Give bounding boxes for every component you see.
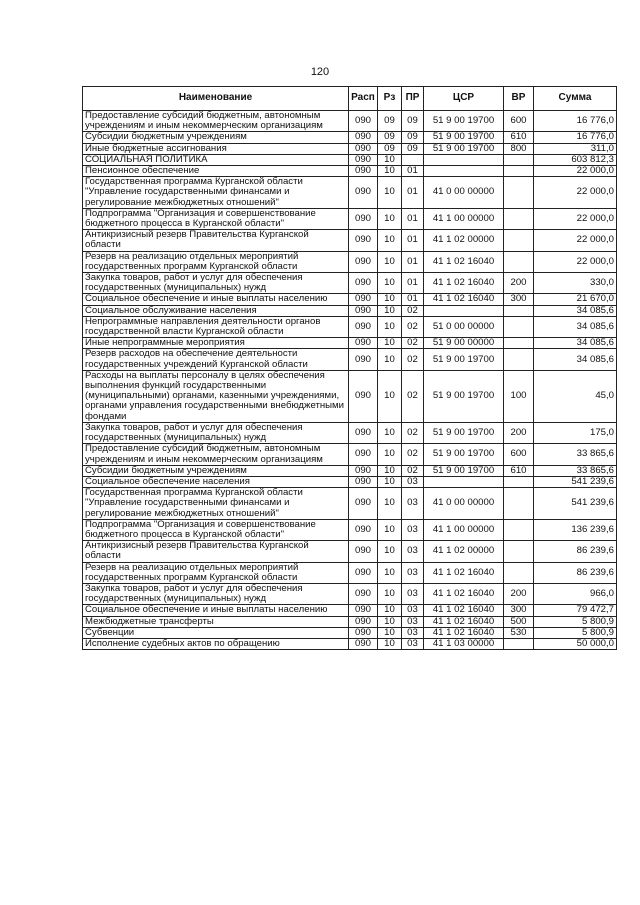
cell-rasp: 090 <box>349 294 378 305</box>
cell-name: Антикризисный резерв Правительства Курганской области <box>83 230 349 251</box>
cell-name: Иные бюджетные ассигнования <box>83 143 349 154</box>
cell-name: Предоставление субсидий бюджетным, автономным учреждениям и иным некоммерческим организациям <box>83 444 349 465</box>
cell-vr <box>504 638 534 649</box>
cell-rasp: 090 <box>349 111 378 132</box>
table-row <box>83 562 617 583</box>
cell-rasp: 090 <box>349 273 378 294</box>
cell-pr: 03 <box>402 519 424 540</box>
cell-sum: 541 239,6 <box>534 488 617 520</box>
table-row <box>83 605 617 616</box>
table-row <box>83 177 617 209</box>
cell-csr: 51 9 00 19700 <box>424 444 504 465</box>
cell-vr: 800 <box>504 143 534 154</box>
cell-name: Закупка товаров, работ и услуг для обеспечения государственных (муниципальных) нужд <box>83 422 349 443</box>
table-body <box>83 111 617 650</box>
cell-pr: 03 <box>402 583 424 604</box>
cell-csr: 41 1 02 16040 <box>424 583 504 604</box>
cell-name: Иные непрограммные мероприятия <box>83 338 349 349</box>
page-number: 120 <box>310 66 330 78</box>
table-row <box>83 338 617 349</box>
cell-pr: 02 <box>402 370 424 422</box>
cell-rasp: 090 <box>349 230 378 251</box>
table-row <box>83 488 617 520</box>
cell-rz: 10 <box>378 616 402 627</box>
cell-rasp: 090 <box>349 177 378 209</box>
cell-rz: 10 <box>378 370 402 422</box>
cell-csr: 41 1 00 00000 <box>424 519 504 540</box>
cell-rasp: 090 <box>349 465 378 476</box>
cell-rz: 10 <box>378 177 402 209</box>
cell-sum: 34 085,6 <box>534 316 617 337</box>
cell-rasp: 090 <box>349 208 378 229</box>
cell-rasp: 090 <box>349 132 378 143</box>
cell-rasp: 090 <box>349 251 378 272</box>
cell-vr: 200 <box>504 273 534 294</box>
cell-vr <box>504 541 534 562</box>
cell-name: Предоставление субсидий бюджетным, автономным учреждениям и иным некоммерческим организациям <box>83 111 349 132</box>
cell-vr <box>504 488 534 520</box>
cell-csr: 41 1 02 16040 <box>424 562 504 583</box>
cell-rz: 10 <box>378 154 402 165</box>
table-row <box>83 294 617 305</box>
cell-csr <box>424 166 504 177</box>
cell-name: Подпрограмма "Организация и совершенствование бюджетного процесса в Курганской области" <box>83 208 349 229</box>
table-row <box>83 166 617 177</box>
cell-name: Государственная программа Курганской области "Управление государственными финансами и регулирование межбюджетных отношений" <box>83 488 349 520</box>
cell-rasp: 090 <box>349 476 378 487</box>
header-vr: ВР <box>504 87 534 111</box>
cell-name: Пенсионное обеспечение <box>83 166 349 177</box>
cell-vr: 600 <box>504 444 534 465</box>
cell-name: Социальное обслуживание населения <box>83 305 349 316</box>
cell-rz: 10 <box>378 541 402 562</box>
cell-rz: 09 <box>378 111 402 132</box>
cell-rasp: 090 <box>349 638 378 649</box>
table-row <box>83 208 617 229</box>
cell-csr: 51 9 00 19700 <box>424 422 504 443</box>
cell-pr: 02 <box>402 305 424 316</box>
table-row <box>83 230 617 251</box>
cell-sum: 603 812,3 <box>534 154 617 165</box>
cell-name: Социальное обеспечение и иные выплаты населению <box>83 605 349 616</box>
cell-name: СОЦИАЛЬНАЯ ПОЛИТИКА <box>83 154 349 165</box>
cell-rz: 10 <box>378 208 402 229</box>
cell-csr: 51 9 00 19700 <box>424 132 504 143</box>
table-header-row <box>83 87 617 111</box>
cell-name: Субсидии бюджетным учреждениям <box>83 132 349 143</box>
cell-name: Социальное обеспечение населения <box>83 476 349 487</box>
cell-csr: 51 9 00 00000 <box>424 338 504 349</box>
cell-rz: 10 <box>378 230 402 251</box>
cell-vr: 610 <box>504 132 534 143</box>
cell-sum: 33 865,6 <box>534 444 617 465</box>
cell-csr: 51 9 00 19700 <box>424 111 504 132</box>
cell-rasp: 090 <box>349 627 378 638</box>
cell-pr: 03 <box>402 627 424 638</box>
cell-rasp: 090 <box>349 541 378 562</box>
cell-sum: 34 085,6 <box>534 349 617 370</box>
budget-table <box>82 86 617 650</box>
cell-pr: 01 <box>402 166 424 177</box>
cell-name: Резерв расходов на обеспечение деятельности государственных учреждений Курганской области <box>83 349 349 370</box>
cell-name: Непрограммные направления деятельности органов государственной власти Курганской области <box>83 316 349 337</box>
cell-vr <box>504 338 534 349</box>
cell-vr <box>504 305 534 316</box>
cell-rz: 10 <box>378 638 402 649</box>
header-sum: Сумма <box>534 87 617 111</box>
cell-rasp: 090 <box>349 583 378 604</box>
cell-pr: 01 <box>402 251 424 272</box>
cell-rasp: 090 <box>349 370 378 422</box>
cell-csr <box>424 154 504 165</box>
cell-pr: 03 <box>402 605 424 616</box>
cell-csr: 41 1 03 00000 <box>424 638 504 649</box>
cell-rz: 10 <box>378 444 402 465</box>
table-row <box>83 627 617 638</box>
cell-csr: 41 0 00 00000 <box>424 177 504 209</box>
cell-rz: 10 <box>378 316 402 337</box>
cell-csr: 41 1 02 00000 <box>424 230 504 251</box>
table-row <box>83 519 617 540</box>
cell-sum: 86 239,6 <box>534 562 617 583</box>
table-row <box>83 251 617 272</box>
cell-csr: 41 1 02 16040 <box>424 605 504 616</box>
cell-vr <box>504 166 534 177</box>
cell-sum: 136 239,6 <box>534 519 617 540</box>
table-row <box>83 273 617 294</box>
cell-pr: 02 <box>402 316 424 337</box>
cell-name: Закупка товаров, работ и услуг для обеспечения государственных (муниципальных) нужд <box>83 273 349 294</box>
cell-rz: 10 <box>378 583 402 604</box>
cell-name: Резерв на реализацию отдельных мероприятий государственных программ Курганской области <box>83 251 349 272</box>
cell-vr: 200 <box>504 422 534 443</box>
cell-pr: 02 <box>402 465 424 476</box>
cell-vr <box>504 230 534 251</box>
cell-sum: 5 800,9 <box>534 616 617 627</box>
cell-rasp: 090 <box>349 154 378 165</box>
cell-csr: 51 9 00 19700 <box>424 370 504 422</box>
cell-pr: 09 <box>402 132 424 143</box>
table-row <box>83 422 617 443</box>
cell-sum: 16 776,0 <box>534 132 617 143</box>
cell-name: Расходы на выплаты персоналу в целях обеспечения выполнения функций государственными (муниципальными) органами, казенными учреждениями, органами управления государственными внебюджетными фондами <box>83 370 349 422</box>
cell-pr: 09 <box>402 143 424 154</box>
cell-sum: 22 000,0 <box>534 230 617 251</box>
cell-rz: 09 <box>378 143 402 154</box>
cell-vr: 300 <box>504 605 534 616</box>
cell-pr: 01 <box>402 294 424 305</box>
cell-rz: 10 <box>378 519 402 540</box>
cell-pr: 02 <box>402 349 424 370</box>
table-row <box>83 616 617 627</box>
cell-sum: 22 000,0 <box>534 251 617 272</box>
cell-rz: 10 <box>378 627 402 638</box>
cell-csr: 41 1 00 00000 <box>424 208 504 229</box>
cell-sum: 34 085,6 <box>534 305 617 316</box>
cell-vr: 600 <box>504 111 534 132</box>
cell-vr: 610 <box>504 465 534 476</box>
cell-name: Субсидии бюджетным учреждениям <box>83 465 349 476</box>
cell-sum: 79 472,7 <box>534 605 617 616</box>
cell-name: Субвенции <box>83 627 349 638</box>
cell-name: Социальное обеспечение и иные выплаты населению <box>83 294 349 305</box>
cell-csr: 41 1 02 00000 <box>424 541 504 562</box>
table-row <box>83 476 617 487</box>
cell-pr: 01 <box>402 177 424 209</box>
cell-sum: 16 776,0 <box>534 111 617 132</box>
table-row <box>83 316 617 337</box>
cell-sum: 966,0 <box>534 583 617 604</box>
cell-pr: 01 <box>402 230 424 251</box>
cell-rz: 10 <box>378 476 402 487</box>
table-row <box>83 583 617 604</box>
cell-vr <box>504 519 534 540</box>
cell-rz: 10 <box>378 273 402 294</box>
cell-csr: 41 1 02 16040 <box>424 616 504 627</box>
cell-csr: 41 0 00 00000 <box>424 488 504 520</box>
cell-vr: 500 <box>504 616 534 627</box>
cell-name: Подпрограмма "Организация и совершенствование бюджетного процесса в Курганской области" <box>83 519 349 540</box>
cell-rasp: 090 <box>349 519 378 540</box>
cell-name: Резерв на реализацию отдельных мероприятий государственных программ Курганской области <box>83 562 349 583</box>
cell-pr: 03 <box>402 638 424 649</box>
cell-sum: 22 000,0 <box>534 166 617 177</box>
cell-rasp: 090 <box>349 305 378 316</box>
table-row <box>83 541 617 562</box>
cell-rasp: 090 <box>349 338 378 349</box>
cell-rasp: 090 <box>349 166 378 177</box>
cell-sum: 34 085,6 <box>534 338 617 349</box>
cell-rz: 10 <box>378 488 402 520</box>
cell-sum: 311,0 <box>534 143 617 154</box>
cell-sum: 330,0 <box>534 273 617 294</box>
cell-rasp: 090 <box>349 488 378 520</box>
cell-sum: 45,0 <box>534 370 617 422</box>
cell-pr: 03 <box>402 541 424 562</box>
cell-vr <box>504 177 534 209</box>
table-row <box>83 154 617 165</box>
cell-csr: 41 1 02 16040 <box>424 273 504 294</box>
cell-name: Закупка товаров, работ и услуг для обеспечения государственных (муниципальных) нужд <box>83 583 349 604</box>
cell-sum: 50 000,0 <box>534 638 617 649</box>
cell-rz: 10 <box>378 294 402 305</box>
cell-sum: 541 239,6 <box>534 476 617 487</box>
cell-vr <box>504 208 534 229</box>
table-row <box>83 132 617 143</box>
cell-rz: 10 <box>378 349 402 370</box>
cell-vr: 100 <box>504 370 534 422</box>
header-rz: Рз <box>378 87 402 111</box>
cell-rz: 09 <box>378 132 402 143</box>
cell-pr <box>402 154 424 165</box>
cell-csr: 41 1 02 16040 <box>424 627 504 638</box>
cell-name: Исполнение судебных актов по обращению <box>83 638 349 649</box>
cell-vr <box>504 349 534 370</box>
cell-sum: 175,0 <box>534 422 617 443</box>
cell-pr: 01 <box>402 273 424 294</box>
cell-csr: 51 9 00 19700 <box>424 349 504 370</box>
cell-vr <box>504 562 534 583</box>
cell-pr: 02 <box>402 422 424 443</box>
cell-vr: 530 <box>504 627 534 638</box>
cell-rz: 10 <box>378 562 402 583</box>
table-row <box>83 638 617 649</box>
cell-sum: 5 800,9 <box>534 627 617 638</box>
cell-vr: 300 <box>504 294 534 305</box>
cell-rz: 10 <box>378 251 402 272</box>
cell-rz: 10 <box>378 338 402 349</box>
cell-vr <box>504 154 534 165</box>
header-csr: ЦСР <box>424 87 504 111</box>
cell-rasp: 090 <box>349 616 378 627</box>
table-row <box>83 444 617 465</box>
cell-pr: 02 <box>402 338 424 349</box>
cell-rasp: 090 <box>349 349 378 370</box>
cell-pr: 03 <box>402 488 424 520</box>
cell-pr: 09 <box>402 111 424 132</box>
cell-pr: 03 <box>402 616 424 627</box>
cell-rz: 10 <box>378 465 402 476</box>
cell-sum: 22 000,0 <box>534 177 617 209</box>
header-name: Наименование <box>83 87 349 111</box>
cell-pr: 03 <box>402 562 424 583</box>
cell-vr <box>504 251 534 272</box>
cell-rz: 10 <box>378 605 402 616</box>
table-row <box>83 111 617 132</box>
cell-pr: 02 <box>402 444 424 465</box>
cell-rz: 10 <box>378 166 402 177</box>
cell-pr: 01 <box>402 208 424 229</box>
cell-name: Государственная программа Курганской области "Управление государственными финансами и регулирование межбюджетных отношений" <box>83 177 349 209</box>
cell-csr <box>424 305 504 316</box>
cell-rasp: 090 <box>349 316 378 337</box>
cell-pr: 03 <box>402 476 424 487</box>
cell-rasp: 090 <box>349 422 378 443</box>
cell-csr: 51 9 00 19700 <box>424 143 504 154</box>
cell-vr <box>504 476 534 487</box>
header-pr: ПР <box>402 87 424 111</box>
table-row <box>83 305 617 316</box>
cell-rasp: 090 <box>349 605 378 616</box>
cell-vr <box>504 316 534 337</box>
cell-csr: 51 0 00 00000 <box>424 316 504 337</box>
cell-csr: 41 1 02 16040 <box>424 294 504 305</box>
table-row <box>83 349 617 370</box>
cell-rasp: 090 <box>349 143 378 154</box>
cell-rz: 10 <box>378 305 402 316</box>
cell-rasp: 090 <box>349 444 378 465</box>
cell-sum: 22 000,0 <box>534 208 617 229</box>
cell-rasp: 090 <box>349 562 378 583</box>
table-row <box>83 370 617 422</box>
table-row <box>83 143 617 154</box>
cell-name: Антикризисный резерв Правительства Курганской области <box>83 541 349 562</box>
cell-csr <box>424 476 504 487</box>
cell-rz: 10 <box>378 422 402 443</box>
cell-csr: 41 1 02 16040 <box>424 251 504 272</box>
cell-vr: 200 <box>504 583 534 604</box>
header-rasp: Расп <box>349 87 378 111</box>
cell-name: Межбюджетные трансферты <box>83 616 349 627</box>
cell-csr: 51 9 00 19700 <box>424 465 504 476</box>
cell-sum: 21 670,0 <box>534 294 617 305</box>
table-row <box>83 465 617 476</box>
cell-sum: 86 239,6 <box>534 541 617 562</box>
cell-sum: 33 865,6 <box>534 465 617 476</box>
